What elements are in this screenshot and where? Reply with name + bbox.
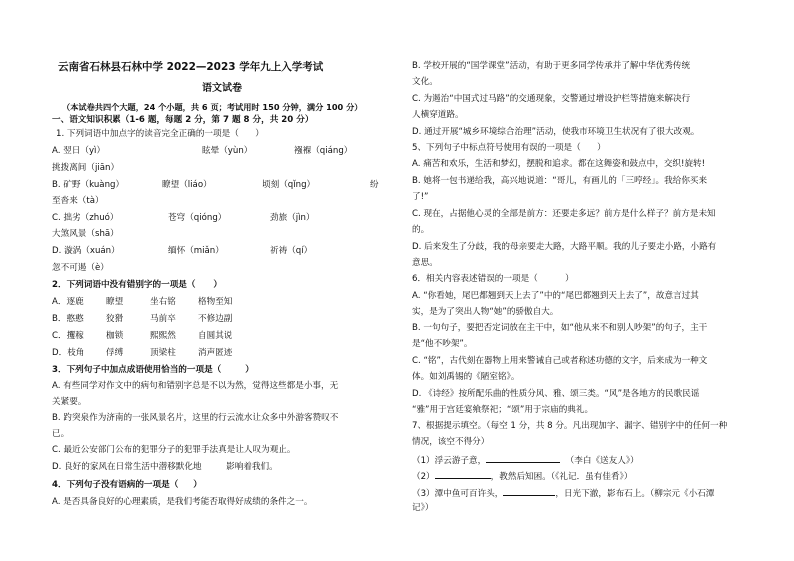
q4-option-c-line1: C. 为遏治“中国式过马路”的交通现象，交警通过增设护栏等措施来解决行 [412,94,691,104]
q5-option-c-line2: 的。 [412,225,430,235]
q1-option-d-word3: 祈祷（qí） [270,246,313,256]
q3-option-a-line2: 关紧要。 [52,397,87,407]
q7-2-answer-blank[interactable] [435,469,491,479]
q4-option-b-line1: B. 学校开展的“国学课堂”活动，有助于更多同学传承并了解中华优秀传统 [412,61,691,71]
q7-1-prefix: （1）浮云游子意， [412,456,487,466]
q1-option-d-word4: 忽不可遏（è） [52,263,109,273]
q1-option-a-word2: 眩晕（yùn） [202,146,253,156]
q1-option-b-word4a: 纷 [370,180,379,190]
q2-option-c [52,330,392,342]
q5-option-b-line2: 了!” [412,192,429,202]
q1-option-a-word1: A. 翌日（yì） [52,146,106,156]
exam-subtitle: 语文试卷 [202,83,242,94]
q2-option-b [52,313,392,325]
question-4: 4．下列句子没有语病的一项是（ ） [52,480,202,490]
q7-3-source: ，日光下澈，影布石上。（柳宗元《小石潭 [555,489,715,499]
question-5: 5、下列句子中标点符号使用有误的一项是（ ） [412,143,606,153]
q7-3-answer-blank[interactable] [503,486,555,496]
q4-option-b-line2: 文化。 [412,77,438,87]
q3-option-b-line1: B. 趵突泉作为济南的一张风景名片，这里的行云流水让众多中外游客赞叹不 [52,413,339,423]
question-2: 2．下列词语中没有错别字的一项是（ ） [52,280,223,290]
q1-option-b-word2: 瞭望（liáo） [162,180,212,190]
q5-option-d-line1: D. 后来发生了分歧，我的母亲要走大路，大路平顺。我的儿子要走小路，小路有 [412,242,717,252]
q1-option-c-word3: 劲旅（jìn） [270,213,315,223]
q6-option-c-line1: C. “铭”，古代刻在器物上用来警诫自己或者称述功德的文字，后来成为一种文 [412,356,708,366]
q6-option-a-line1: A. “你看她，尾巴都翘到天上去了”中的“尾巴都翘到天上去了”，故意言过其 [412,291,699,301]
q2-a-word2: 瞭望 [106,297,124,307]
q2-c-word4: 自圆其说 [198,331,233,341]
q7-item-3-line2: 记》） [412,503,434,513]
q7-1-answer-blank[interactable] [486,453,560,463]
q6-option-b-line2: 是“他不吵架”。 [412,339,473,349]
q2-b-word1: B．憨憨 [52,314,84,324]
q6-option-c-line2: 体。如刘禹锡的《陋室铭》。 [412,372,520,382]
q3-option-b-line2: 已。 [52,429,70,439]
q2-d-word4: 消声匿迹 [198,348,233,358]
q2-a-word1: A．逐鹿 [52,297,84,307]
q7-1-source: （李白《送友人》） [560,456,639,466]
q2-d-word3: 顶梁柱 [150,348,176,358]
question-7-line1: 7、根据提示填空。（每空 1 分，共 8 分。凡出现加字、漏字、错别字中的任何一种 [412,421,728,431]
question-1: 1. 下列词语中加点字的读音完全正确的一项是（ ） [56,129,264,139]
q6-option-b-line1: B. 一句句子，要把否定词放在主干中，如“他从来不和别人吵架”的句子，主干 [412,323,708,333]
q2-b-word3: 马前卒 [150,314,176,324]
q2-a-word3: 坐右铭 [150,297,176,307]
q1-option-b-word4b: 至沓来（tà） [52,196,104,206]
q2-b-word4: 不修边副 [198,314,233,324]
q6-option-a-line2: 实，是为了突出人物“她”的骄傲自大。 [412,307,559,317]
question-6: 6．相关内容表述错误的一项是（ ） [412,274,574,284]
q5-option-c-line1: C. 现在，占据他心灵的全部是前方：还要走多远？前方是什么样子？前方是未知 [412,209,716,219]
q7-3-prefix: （3）潭中鱼可百许头， [412,489,504,499]
q3-option-c: C. 最近公安部门公布的犯罪分子的犯罪手法真是让人叹为观止。 [52,445,296,455]
q3-option-d: D. 良好的家风在日常生活中潜移默化地 影响着我们。 [52,462,278,472]
q6-option-d-line2: “雅”用于宫廷宴飨祭祀；“颂”用于宗庙的典礼。 [412,405,594,415]
q2-c-word3: 熙熙然 [150,331,176,341]
q2-d-word1: D．枝角 [52,348,85,358]
q7-item-2 [412,469,632,483]
section-1-heading: 一、语文知识积累（1-6 题，每题 2 分，第 7 题 8 分，共 20 分） [52,115,314,125]
q2-option-a [52,296,392,308]
q7-item-3 [412,486,714,500]
q7-2-prefix: （2） [412,472,435,482]
exam-note: （本试卷共四个大题，24 个小题，共 6 页；考试用时 150 分钟，满分 100 分） [62,102,363,112]
q1-option-b-word1: B. 矿野（kuàng） [52,180,125,190]
q7-item-1 [412,453,639,467]
q2-b-word2: 狡猾 [106,314,124,324]
q1-option-c-word1: C. 拙劣（zhuó） [52,213,119,223]
q2-c-word1: C．攫稼 [52,331,84,341]
q1-option-a-word4: 挑拨离间（jiān） [52,163,120,173]
q7-2-source: ，教然后知困。（《礼记．虽有佳肴》） [490,472,633,482]
q5-option-d-line2: 意思。 [412,258,438,268]
question-3: 3．下列句子中加点成语使用恰当的一项是（ ） [52,365,254,375]
q2-d-word2: 俘缚 [106,348,124,358]
exam-title: 云南省石林县石林中学 2022—2023 学年九上入学考试 [58,61,324,73]
q1-option-d-word2: 缅怀（miǎn） [168,246,224,256]
q1-option-b-word3: 顷刻（qǐng） [262,180,316,190]
q1-option-a-word3: 襁褓（qiáng） [294,146,353,156]
q2-a-word4: 格物至知 [198,297,233,307]
q4-option-a: A. 是否具备良好的心理素质，是我们考能否取得好成绩的条件之一。 [52,497,313,507]
q3-option-a-line1: A. 有些同学对作文中的病句和错别字总是不以为然，觉得这些都是小事，无 [52,381,339,391]
q2-option-d [52,347,392,359]
q1-option-d-word1: D. 漩涡（xuán） [52,246,120,256]
q5-option-b-line1: B. 她将一包书递给我，高兴地说道：“哥儿，有画儿的「三哼经」。我给你买来 [412,176,708,186]
q2-c-word2: 枷锁 [106,331,124,341]
q5-option-a: A. 痛苦和欢乐，生活和梦幻，摆脱和追求。都在这舞姿和鼓点中，交织!旋转! [412,159,706,169]
q1-option-c-word4: 大煞风景（shā） [52,229,119,239]
q4-option-c-line2: 人横穿道路。 [412,110,464,120]
q1-option-c-word2: 苍穹（qióng） [168,213,227,223]
q4-option-d: D. 通过开展“城乡环境综合治理”活动，使我市环境卫生状况有了很大改观。 [412,127,700,137]
q6-option-d-line1: D. 《诗经》按所配乐曲的性质分风、雅、颂三类。“风”是各地方的民歌民谣 [412,389,700,399]
question-7-line2: 情况，该空不得分） [412,437,490,447]
